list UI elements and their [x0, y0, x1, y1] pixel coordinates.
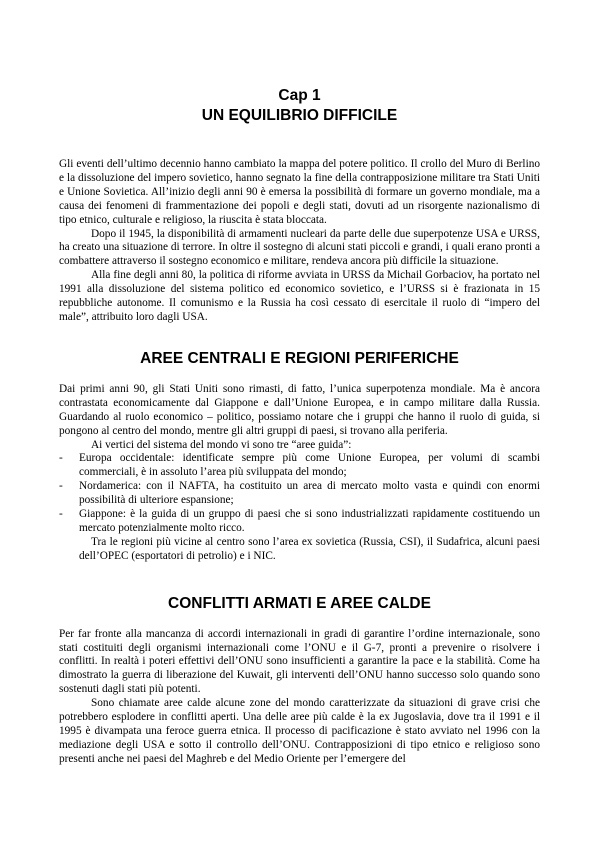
- paragraph: Per far fronte alla mancanza di accordi internazionali in gradi di garantire l’ordine internazionale, sono stati costituiti degli organismi internazionali come l’ONU e il G-7, pronti a prevenire o risolvere i conflitti. In realtà i poteri effettivi dell’ONU sono insufficienti a garantire la pace e la stabilità. Come ha dimostrato la guerra di liberazione del Kuwait, gli interventi dell’ONU hanno successo solo quando sono sostenuti dagli stati più potenti.: [59, 627, 540, 696]
- bullet-list: [59, 452, 540, 535]
- bullet-marker: -: [59, 480, 63, 493]
- page-content: [59, 86, 540, 767]
- section-heading: AREE CENTRALI E REGIONI PERIFERICHE: [140, 349, 459, 367]
- paragraph: Alla fine degli anni 80, la politica di riforme avviata in URSS da Michail Gorbaciov, ha portato nel 1991 alla dissoluzione del sistema politico ed economico sovietico, e l’URSS si è frazionata in 15 repubbliche autonome. Il comunismo e la Russia ha così cessato di esercitale il ruolo di “impero del male”, attribuito loro dagli USA.: [59, 269, 540, 323]
- list-item: [59, 508, 540, 536]
- section-heading: CONFLITTI ARMATI E AREE CALDE: [168, 594, 431, 612]
- paragraph: Dopo il 1945, la disponibilità di armamenti nucleari da parte delle due superpotenze USA e URSS, ha creato una situazione di terrore. In oltre il sostegno di alcuni stati piccoli e grandi, i quali erano pronti a combattere attraverso il sostegno economico e militare, rendeva ancora più difficile la situazione.: [59, 227, 540, 268]
- bullet-marker: -: [59, 452, 63, 465]
- list-item: [59, 480, 540, 508]
- paragraph: Tra le regioni più vicine al centro sono l’area ex sovietica (Russia, CSI), il Sudafrica, alcuni paesi dell’OPEC (esportatori di petrolio) e i NIC.: [79, 535, 540, 562]
- paragraph: Sono chiamate aree calde alcune zone del mondo caratterizzate da situazioni di grave crisi che potrebbero esplodere in conflitti aperti. Una delle aree più calde è la ex Jugoslavia, dove tra il 1991 e il 1995 è divampata una feroce guerra etnica. Il processo di pacificazione è stato avviato nel 1996 con la mediazione degli USA e sotto il controllo dell’ONU. Contrapposizioni di tipo etnico e religioso sono presenti anche nei paesi del Maghreb e del Medio Oriente per l’emergere del: [59, 697, 540, 765]
- bullet-marker: -: [59, 508, 63, 521]
- paragraph: Ai vertici del sistema del mondo vi sono tre “aree guida”:: [91, 438, 352, 451]
- chapter-label: Cap 1: [278, 87, 321, 104]
- paragraph: Dai primi anni 90, gli Stati Uniti sono rimasti, di fatto, l’unica superpotenza mondiale. Ma è ancora contrastata economicamente dal Giappone e dall’Unione Europea, e in campo militare dalla Russia. Guardando al ruolo economico – politico, possiamo notare che i gruppi che hanno il ruolo di guida, si pongono al centro del mondo, mentre gli altri gruppi di paesi, si trovano alla periferia.: [59, 382, 540, 437]
- list-item-text: Nordamerica: con il NAFTA, ha costituito un area di mercato molto vasta e quindi con enormi possibilità di ulteriore espansione;: [79, 480, 540, 507]
- list-item-text: Giappone: è la guida di un gruppo di paesi che si sono industrializzati rapidamente costituendo un mercato potenzialmente molto ricco.: [79, 508, 540, 534]
- list-item-text: Europa occidentale: identificate sempre più come Unione Europea, per volumi di scambi commerciali, è in assoluto l’area più sviluppata del mondo;: [79, 452, 540, 479]
- paragraph: Gli eventi dell’ultimo decennio hanno cambiato la mappa del potere politico. Il crollo del Muro di Berlino e la dissoluzione del impero sovietico, hanno segnato la fine della contrapposizione militare tra Stati Uniti e Unione Sovietica. All’inizio degli anni 90 è emersa la possibilità di formare un governo mondiale, ma a causa dei fenomeni di frammentazione dei popoli e degli stati, dovuti ad un risorgente nazionalismo di tipo etnico, culturale e religioso, la riuscita è stata bloccata.: [59, 158, 540, 226]
- list-item: [59, 452, 540, 480]
- chapter-title: UN EQUILIBRIO DIFFICILE: [201, 107, 398, 124]
